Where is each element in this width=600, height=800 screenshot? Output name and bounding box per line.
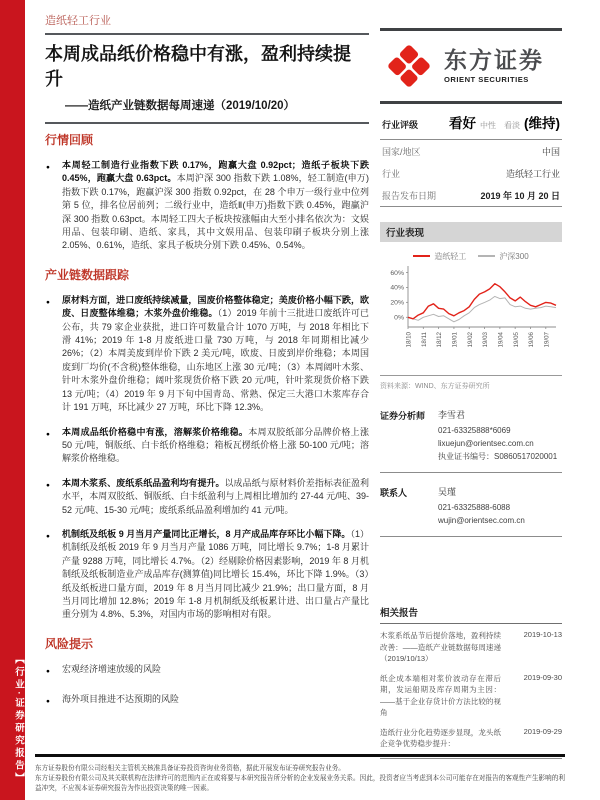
svg-text:19/06: 19/06 bbox=[528, 332, 536, 348]
bullet-market-review bbox=[45, 159, 369, 253]
contact-name: 吴瑾 bbox=[438, 487, 457, 497]
bullet-output-inventory bbox=[45, 528, 369, 622]
contact-email: wujin@orientsec.com.cn bbox=[438, 516, 525, 525]
bullet-rest: （1）机制纸及纸板 2019 年 9 月当月产量 1086 万吨，同比增长 9.7%；1-8 月累计产量 9288 万吨，同比增长 4.7%。（2）经剔除价格因素影响，2019 年 8 月机制纸及纸板制造业产成品库存(测算值)同比增长 15.4%，环比下降 1.9%。（3）纸及纸板进口量方面，2019 年 8 月当月同比减少 21.9%；出口量方面，8 月当月同比增加 12.8%；2019 年 1-8 月机制纸及纸板累计进、出口量占产量比重分别为 4.8%、5.3%，对国内市场的影响相对有限。 bbox=[62, 528, 369, 620]
bullet-profit bbox=[45, 477, 369, 517]
analyst-block bbox=[380, 409, 562, 473]
bullet-rest: （1）2019 年前十三批进口废纸许可已公布，共 79 家企业获批，进口许可数量合计 1070 万吨，与 2018 年相比下滑 41%；2019 年 1-8 月废纸进口量 730 万吨，与 2018 年同期相比减少 26%；（2）本周美废到岸价下跌 2 美元/吨，欧废、日废到岸价维稳；本周国废到厂均价(不含税)整体维稳，山东地区上涨 30 元/吨；（3）本周阔叶木浆、针叶木浆外盘价维稳；阔叶浆现货价格下跌 20 元/吨，针叶浆现货价格下跌 13 元/吨；（4）2019 年 9 月下旬中国青岛、常熟、保定三大港口木浆库存合计 191 万吨，环比减少 27 万吨，环比下降 12.3%。 bbox=[62, 308, 369, 413]
analyst-email: lixuejun@orientsec.com.cn bbox=[438, 439, 534, 448]
report-footer bbox=[35, 754, 565, 793]
bullet-paper-prices bbox=[45, 426, 369, 466]
industry-performance-chart bbox=[380, 263, 562, 367]
rating-maintained: (维持) bbox=[524, 116, 560, 131]
report-sidebar bbox=[380, 28, 562, 759]
svg-text:19/07: 19/07 bbox=[543, 332, 551, 348]
related-reports bbox=[380, 605, 562, 759]
report-title: 本周成品纸价格稳中有涨，盈利持续提升 bbox=[45, 44, 351, 89]
chart-legend bbox=[380, 251, 562, 262]
svg-text:40%: 40% bbox=[390, 284, 404, 292]
bullet-risk-overseas bbox=[45, 693, 369, 706]
bullet-rest: 宏观经济增速放缓的风险 bbox=[62, 663, 162, 674]
performance-section-header: 行业表现 bbox=[380, 222, 562, 242]
rating-option-neutral: 中性 bbox=[480, 121, 496, 130]
bullet-lead: 本周木浆系、废纸系纸品盈利均有提升。 bbox=[62, 477, 225, 488]
header-rule-top bbox=[45, 33, 369, 35]
info-row-industry: 行业 造纸轻工行业 bbox=[382, 169, 560, 179]
bullet-lead: 本周轻工制造行业指数下跌 0.17%，跑赢大盘 0.92pct；造纸子板块下跌 0.45%，跑赢大盘 0.63pct。 bbox=[62, 160, 369, 184]
bullet-lead: 原材料方面，进口废纸持续减量，国废价格整体稳定；美废价格小幅下跌，欧废、日废整体维稳；木浆外盘价维稳。 bbox=[62, 294, 369, 319]
section-heading-risk: 风险提示 bbox=[45, 636, 94, 651]
related-report-item: 木浆系纸品节后提价落地，盈利持续改善：——造纸产业链数据每周速递（2019/10/13） 2019-10-13 bbox=[380, 630, 562, 663]
analyst-phone: 021-63325888*6069 bbox=[438, 426, 511, 435]
legend-item-hs300: 沪深300 bbox=[478, 251, 528, 262]
svg-text:18/12: 18/12 bbox=[436, 332, 444, 348]
industry-tag: 造纸轻工行业 bbox=[45, 15, 111, 27]
report-category-vertical-label: 【行业·证券研究报告】 bbox=[13, 653, 24, 785]
risk-section bbox=[45, 635, 369, 707]
footer-rule bbox=[35, 754, 565, 757]
svg-text:18/11: 18/11 bbox=[420, 332, 428, 348]
legend-item-paper: 造纸轻工 bbox=[413, 251, 466, 262]
contact-label: 联系人 bbox=[380, 488, 408, 498]
bullet-lead: 本周成品纸价格稳中有涨，溶解浆价格维稳。 bbox=[62, 426, 249, 437]
contact-block bbox=[380, 486, 562, 537]
info-row-date: 报告发布日期 2019 年 10 月 20 日 bbox=[382, 191, 560, 201]
svg-text:19/03: 19/03 bbox=[482, 332, 490, 348]
brand-logo bbox=[380, 31, 562, 101]
report-subtitle: ——造纸产业链数据每周速递（2019/10/20） bbox=[65, 99, 296, 112]
analyst-label: 证券分析师 bbox=[380, 411, 426, 421]
report-body bbox=[45, 118, 369, 724]
svg-text:19/01: 19/01 bbox=[451, 332, 459, 348]
industry-rating-row bbox=[380, 104, 562, 139]
rating-value: 看好 bbox=[449, 116, 476, 131]
disclaimer-line-1: 东方证券股份有限公司经相关主管机关核准具备证券投资咨询业务资格，据此开展发布证券研究报告业务。 bbox=[35, 765, 345, 772]
bullet-lead: 机制纸及纸板 9 月当月产量同比正增长，8 月产成品库存环比小幅下降。 bbox=[62, 528, 351, 539]
left-red-strip bbox=[0, 0, 25, 800]
analyst-name: 李雪君 bbox=[438, 410, 466, 420]
svg-text:19/05: 19/05 bbox=[512, 332, 520, 348]
related-report-item: 造纸行业分化趋势逐步显现，龙头纸企竞争优势稳步提升： 2019-09-29 bbox=[380, 726, 562, 748]
bullet-rest: 以成品纸与原材料价差指标表征盈利水平，本周双胶纸、铜版纸、白卡纸盈利与上周相比增加约 27-44 元/吨、39-52 元/吨、15-30 元/吨；废纸系纸品盈利增加约 41 元/吨。 bbox=[62, 477, 369, 515]
related-report-item: 纸企成本端相对浆价波动存在滞后期，发运船期及库存周期为主因：——基于企业存货计价方法比较的视角 2019-09-30 bbox=[380, 672, 562, 717]
svg-text:19/04: 19/04 bbox=[497, 332, 505, 348]
info-row-country: 国家/地区 中国 bbox=[382, 147, 560, 157]
legend-swatch-paper bbox=[413, 255, 430, 257]
orient-securities-logo-icon bbox=[386, 43, 432, 89]
svg-text:20%: 20% bbox=[390, 299, 404, 307]
analyst-cert: 执业证书编号：S0860517020001 bbox=[438, 452, 558, 461]
bullet-risk-macro bbox=[45, 663, 369, 676]
section-heading-supply-chain: 产业链数据跟踪 bbox=[45, 267, 130, 282]
rating-option-negative: 看淡 bbox=[504, 121, 520, 130]
svg-text:18/10: 18/10 bbox=[405, 332, 413, 348]
svg-text:60%: 60% bbox=[390, 269, 404, 277]
bullet-raw-materials bbox=[45, 294, 369, 415]
brand-name-en: ORIENT SECURITIES bbox=[444, 74, 529, 84]
bullet-rest: 本周双胶纸部分品牌价格上涨 50 元/吨，铜版纸、白卡纸价格维稳；箱板瓦楞纸价格上涨 50-100 元/吨；溶解浆价格维稳。 bbox=[62, 426, 369, 464]
rating-label: 行业评级 bbox=[382, 120, 419, 130]
disclaimer-line-2: 东方证券股份有限公司及其关联机构在法律许可的范围内正在或将要与本研究报告所分析的企业发展业务关系。因此，投资者应当考虑到本公司可能存在对报告的客观性产生影响的利益冲突，不应视本证券研究报告为作出投资决策的唯一因素。 bbox=[35, 774, 565, 792]
brand-name-cn: 东方证券 bbox=[444, 46, 544, 73]
legend-swatch-hs300 bbox=[478, 255, 495, 257]
svg-text:0%: 0% bbox=[394, 314, 404, 322]
bullet-rest: 海外项目推进不达预期的风险 bbox=[62, 694, 180, 705]
chart-source-note: 资料来源：WIND、东方证券研究所 bbox=[380, 375, 562, 393]
bullet-rest: 本周沪深 300 指数下跌 1.08%，轻工制造(申万)指数下跌 0.17%，跑赢沪深 300 指数 0.92pct，在 28 个申万一级行业中位列第 5 位，排名位居前列；二级行业中，造纸Ⅱ(申万)指数下跌 0.45%，跑赢沪深 300 指数 0.63pct。本周轻工四大子板块按涨幅由大至小排名依次为：文娱用品、包装印刷、造纸、家具，其中文娱用品、包装印刷子板块分别上涨 2.05%、0.61%，造纸、家具子板块分别下跌 0.45%、0.54%。 bbox=[62, 173, 369, 251]
svg-text:19/02: 19/02 bbox=[466, 332, 474, 348]
section-heading-market-review: 行情回顾 bbox=[45, 133, 94, 147]
contact-phone: 021-63325888-6088 bbox=[438, 503, 511, 512]
related-reports-title: 相关报告 bbox=[380, 605, 562, 624]
report-header bbox=[45, 12, 369, 124]
